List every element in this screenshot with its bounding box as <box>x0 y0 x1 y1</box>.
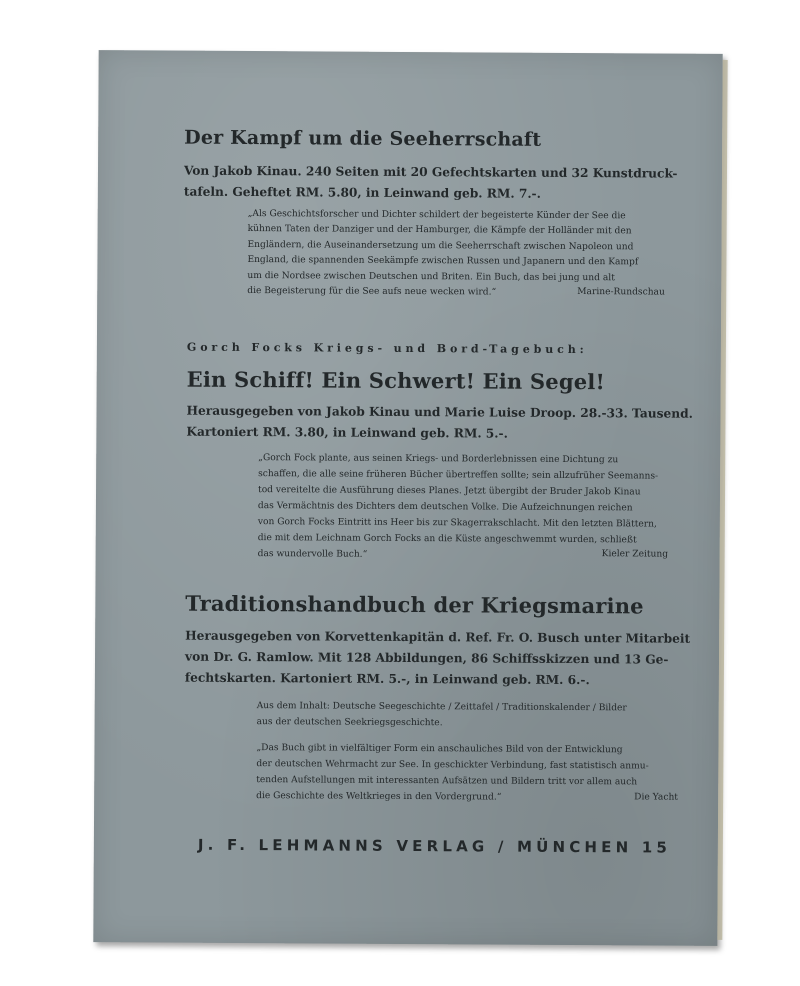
book2-quote-line-5: von Gorch Focks Eintritt ins Heer bis zur Skagerrakschlacht. Mit den letzten Blättern, <box>257 517 657 530</box>
book3-quote-line-2: der deutschen Wehrmacht zur See. In geschickter Verbindung, fast statistisch anmu- <box>256 759 649 772</box>
book2-quote-line-1: „Gorch Fock plante, aus seinen Kriegs- und Borderlebnissen eine Dichtung zu <box>258 453 619 466</box>
book3-quote-line-3: tenden Aufstellungen mit interessanten Aufsätzen und Bildern tritt vor allem auch <box>256 775 638 788</box>
book2-meta-line-2: Kartoniert RM. 3.80, in Leinwand geb. RM. 5.-. <box>186 424 508 441</box>
book2-quote-line-6: die mit dem Leichnam Gorch Focks an die Küste angeschwemmt wurden, schließt <box>257 533 637 546</box>
book2-quote-line-4: das Vermächtnis des Dichters dem deutschen Volke. Die Aufzeichnungen reichen <box>257 501 633 514</box>
book3-meta-line-1: Herausgegeben von Korvettenkapitän d. Ref. Fr. O. Busch unter Mitarbeit <box>185 628 691 646</box>
book2-quote-line-3: tod vereitelte die Ausführung dieses Planes. Jetzt übergibt der Bruder Jakob Kinau <box>258 485 641 498</box>
book2-quote-line-7: das wundervolle Buch.“ <box>257 549 368 560</box>
book1-meta-line-2: tafeln. Geheftet RM. 5.80, in Leinwand geb. RM. 7.-. <box>183 184 541 201</box>
book1-quote-line-1: „Als Geschichtsforscher und Dichter schildert der begeisterte Künder der See die <box>247 209 626 222</box>
publisher-imprint: J. F. LEHMANNS VERLAG / MÜNCHEN 15 <box>197 835 672 857</box>
book3-quote-line-1: „Das Buch gibt in vielfältiger Form ein anschauliches Bild von der Entwicklung <box>256 743 623 756</box>
book3-meta-line-3: fechtskarten. Kartoniert RM. 5.-, in Leinwand geb. RM. 6.-. <box>184 670 590 688</box>
book3-meta-line-2: von Dr. G. Ramlow. Mit 128 Abbildungen, 86 Schiffsskizzen und 13 Ge- <box>184 649 669 667</box>
book3-contents-line-2: aus der deutschen Seekriegsgeschichte. <box>256 717 443 729</box>
book2-review-source: Kieler Zeitung <box>601 549 669 560</box>
book3-contents-line-1: Aus dem Inhalt: Deutsche Seegeschichte / Zeittafel / Traditionskalender / Bilder <box>256 701 627 714</box>
book3-review-source: Die Yacht <box>634 792 679 803</box>
book-back-cover <box>93 50 722 946</box>
book3-title: Traditionshandbuch der Kriegsmarine <box>185 590 644 619</box>
book1-title: Der Kampf um die Seeherrschaft <box>184 126 542 151</box>
book1-review-source: Marine-Rundschau <box>577 287 665 298</box>
book3-quote-line-4: die Geschichte des Weltkrieges in den Vordergrund.“ <box>256 791 502 803</box>
book1-quote-line-3: Engländern, die Auseinandersetzung um die Seeherrschaft zwischen Napoleon und <box>247 240 634 253</box>
book1-meta-line-1: Von Jakob Kinau. 240 Seiten mit 20 Gefechtskarten und 32 Kunstdruck- <box>183 163 678 181</box>
book2-quote-line-2: schaffen, die alle seine früheren Bücher übertreffen sollte; sein allzufrüher Seemanns- <box>258 469 659 482</box>
book1-quote-line-6: die Begeisterung für die See aufs neue wecken wird.“ <box>247 286 497 298</box>
book2-meta-line-1: Herausgegeben von Jakob Kinau und Marie Luise Droop. 28.-33. Tausend. <box>186 403 693 421</box>
book1-quote-line-4: England, die spannenden Seekämpfe zwischen Russen und Japanern und den Kampf <box>247 255 639 268</box>
book2-title: Ein Schiff! Ein Schwert! Ein Segel! <box>186 366 605 395</box>
book2-pretitle: Gorch Focks Kriegs- und Bord-Tagebuch: <box>186 340 588 357</box>
book1-quote-line-2: kühnen Taten der Danziger und der Hamburger, die Kämpfe der Holländer mit den <box>247 224 632 237</box>
book1-quote-line-5: um die Nordsee zwischen Deutschen und Briten. Ein Buch, das bei jung und alt <box>247 271 615 284</box>
